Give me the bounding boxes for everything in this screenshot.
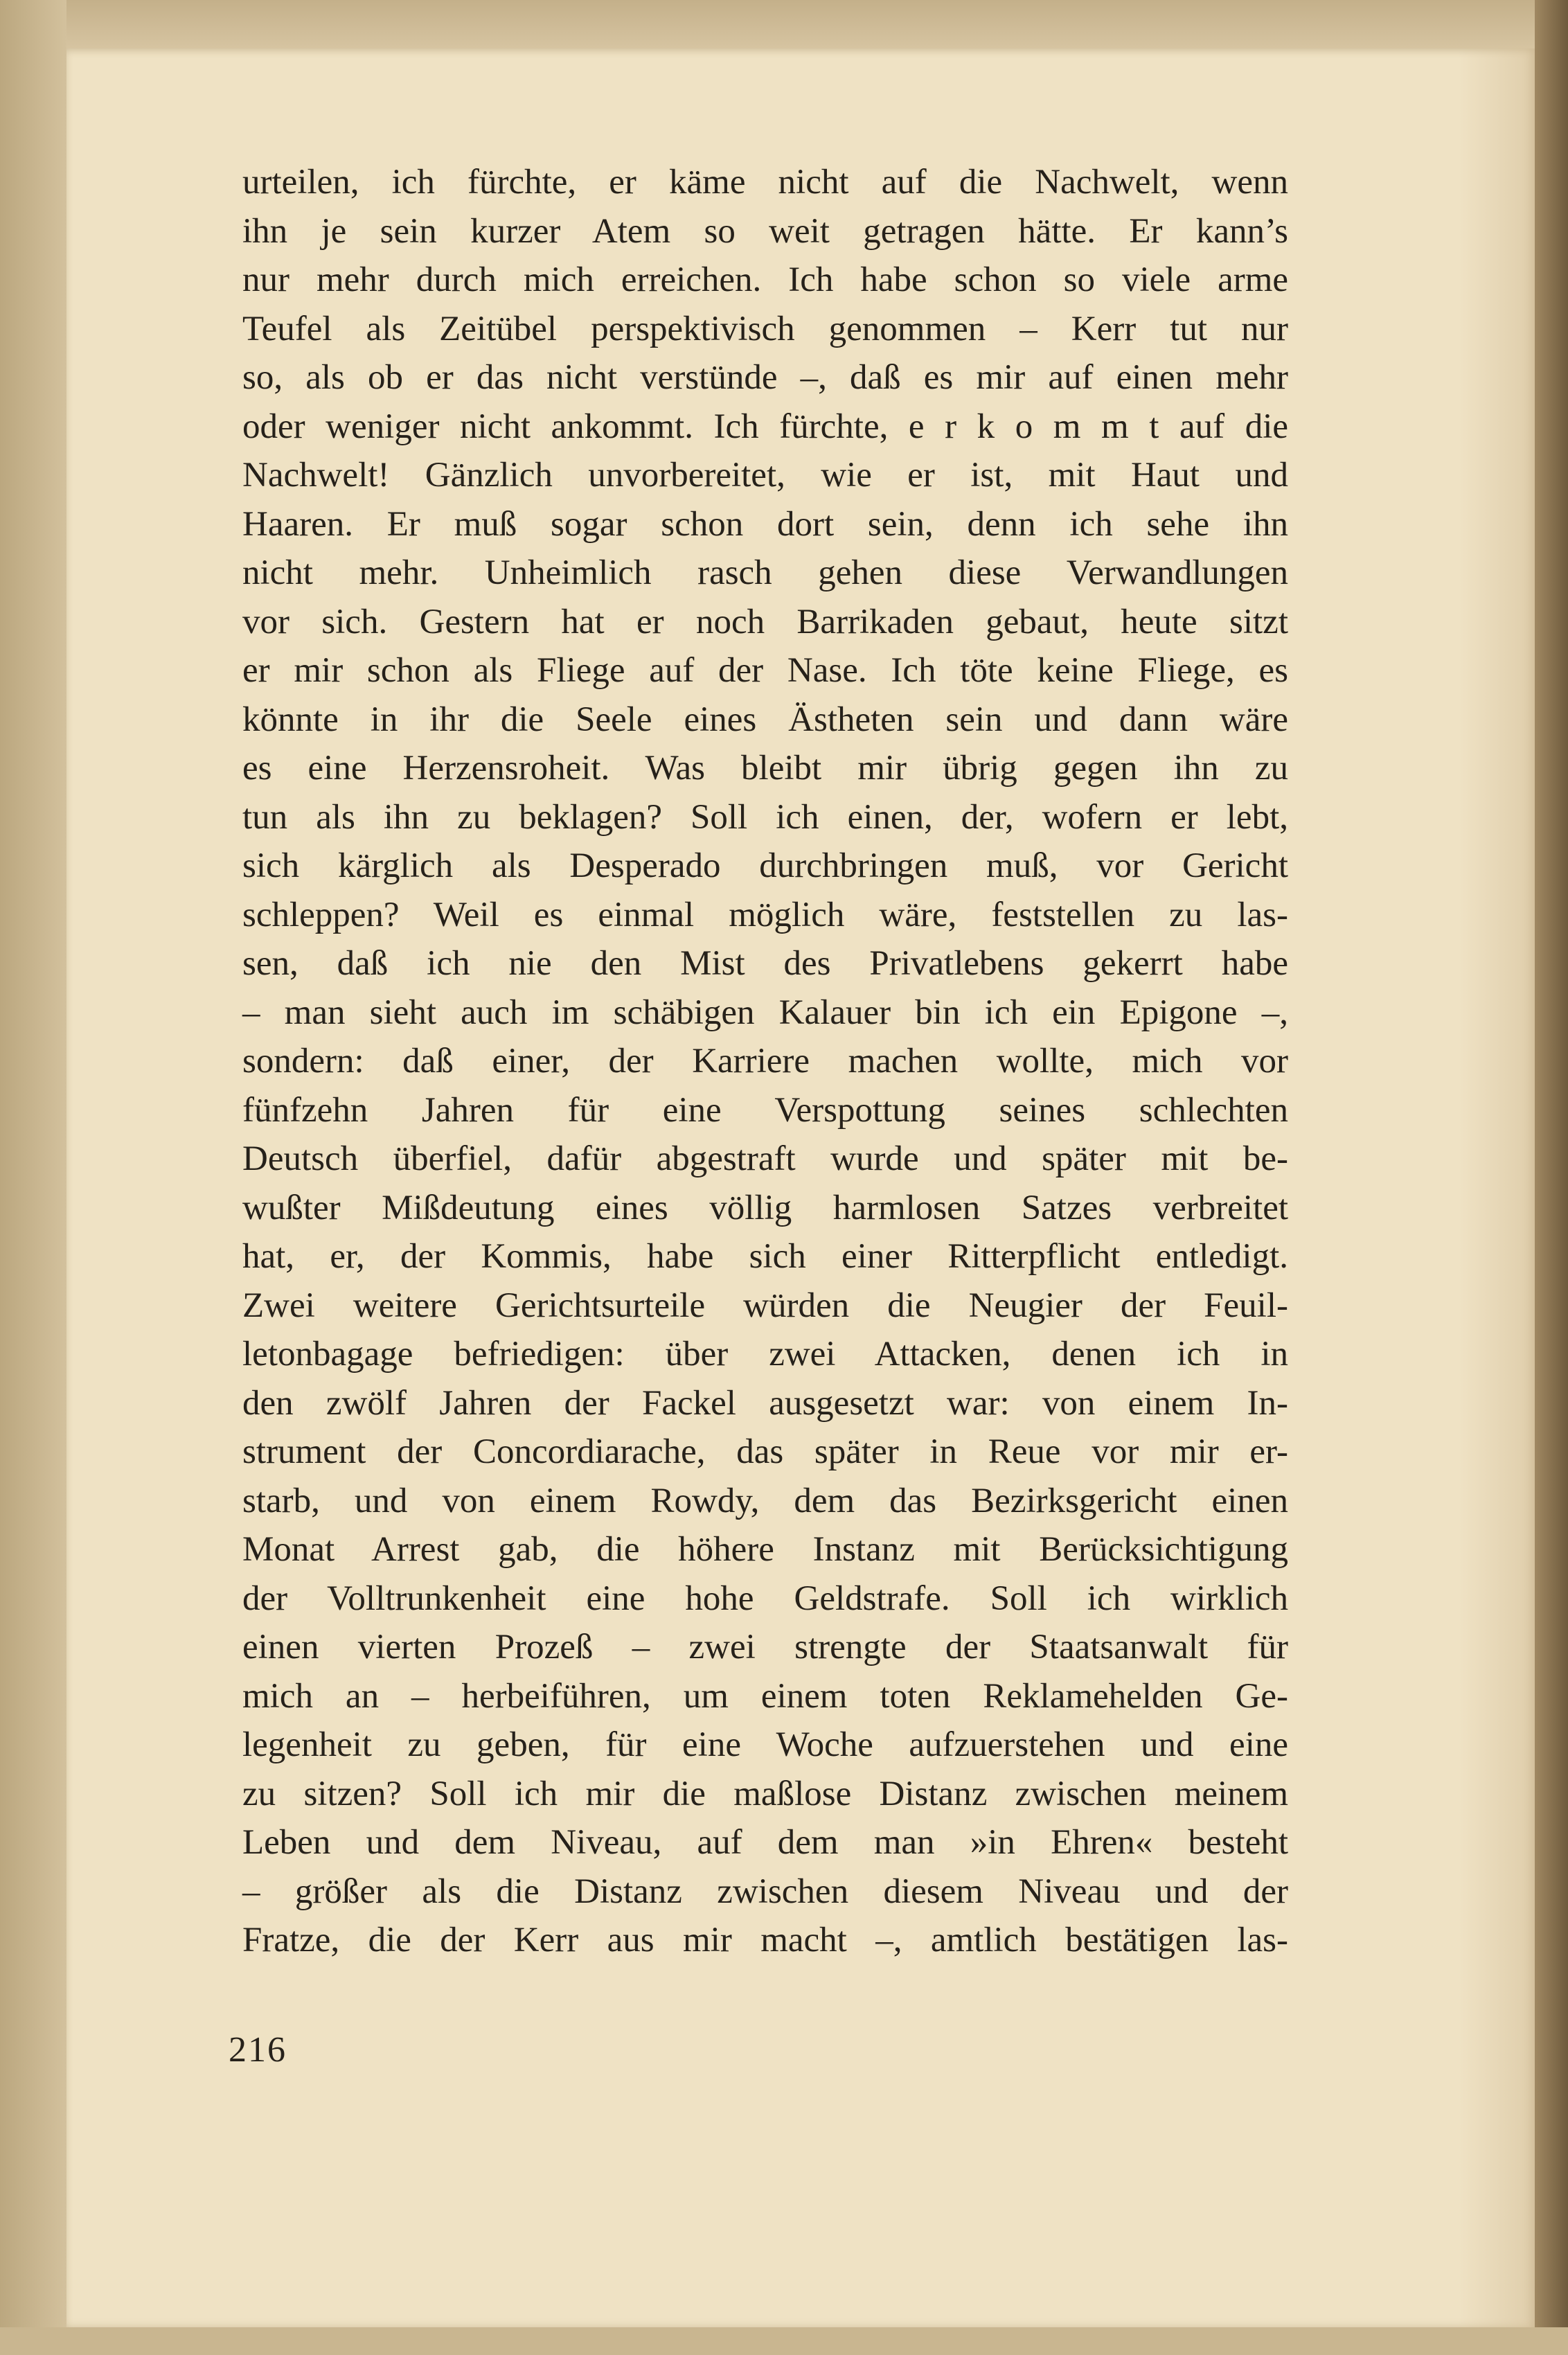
text-line: den zwölf Jahren der Fackel ausgesetzt war: von einem In- bbox=[242, 1383, 1288, 1423]
text-line: so, als ob er das nicht verstünde –, daß es mir auf einen mehr bbox=[242, 358, 1288, 397]
text-line: es eine Herzensroheit. Was bleibt mir übrig gegen ihn zu bbox=[242, 749, 1288, 788]
text-line: wußter Mißdeutung eines völlig harmlosen Satzes verbreitet bbox=[242, 1188, 1288, 1227]
text-line: sondern: daß einer, der Karriere machen wollte, mich vor bbox=[242, 1042, 1288, 1081]
text-line: Deutsch überfiel, dafür abgestraft wurde und später mit be- bbox=[242, 1139, 1288, 1178]
text-line: hat, er, der Kommis, habe sich einer Ritterpflicht entledigt. bbox=[242, 1237, 1288, 1276]
text-line: – man sieht auch im schäbigen Kalauer bin ich ein Epigone –, bbox=[242, 993, 1288, 1032]
text-line: Nachwelt! Gänzlich unvorbereitet, wie er ist, mit Haut und bbox=[242, 456, 1288, 495]
text-line: sich kärglich als Desperado durchbringen muß, vor Gericht bbox=[242, 846, 1288, 885]
text-line: sen, daß ich nie den Mist des Privatlebens gekerrt habe bbox=[242, 944, 1288, 983]
text-line: zu sitzen? Soll ich mir die maßlose Distanz zwischen meinem bbox=[242, 1774, 1288, 1813]
text-line: tun als ihn zu beklagen? Soll ich einen, der, wofern er lebt, bbox=[242, 797, 1288, 837]
scan-left-edge bbox=[0, 0, 66, 2355]
text-line: letonbagage befriedigen: über zwei Attacken, denen ich in bbox=[242, 1335, 1288, 1374]
text-line: Zwei weitere Gerichtsurteile würden die Neugier der Feuil- bbox=[242, 1286, 1288, 1325]
text-line: fünfzehn Jahren für eine Verspottung seines schlechten bbox=[242, 1090, 1288, 1130]
body-text bbox=[242, 158, 1288, 1965]
text-line: oder weniger nicht ankommt. Ich fürchte, e r k o m m t auf die bbox=[242, 407, 1288, 446]
text-line: der Volltrunkenheit eine hohe Geldstrafe. Soll ich wirklich bbox=[242, 1579, 1288, 1618]
text-line: ihn je sein kurzer Atem so weit getragen hätte. Er kann’s bbox=[242, 211, 1288, 251]
page-shadow bbox=[1459, 48, 1535, 2327]
page-number: 216 bbox=[229, 2030, 287, 2070]
text-line: einen vierten Prozeß – zwei strengte der Staatsanwalt für bbox=[242, 1628, 1288, 1667]
text-line: strument der Concordiarache, das später in Reue vor mir er- bbox=[242, 1432, 1288, 1471]
text-line: Teufel als Zeitübel perspektivisch genommen – Kerr tut nur bbox=[242, 309, 1288, 348]
scan-bottom-edge bbox=[0, 2327, 1568, 2355]
text-line: Monat Arrest gab, die höhere Instanz mit Berücksichtigung bbox=[242, 1530, 1288, 1569]
text-line: mich an – herbeiführen, um einem toten Reklamehelden Ge- bbox=[242, 1676, 1288, 1716]
text-line: Leben und dem Niveau, auf dem man »in Ehren« besteht bbox=[242, 1823, 1288, 1862]
text-line: er mir schon als Fliege auf der Nase. Ich töte keine Fliege, es bbox=[242, 651, 1288, 690]
text-line: schleppen? Weil es einmal möglich wäre, feststellen zu las- bbox=[242, 895, 1288, 934]
text-line: Fratze, die der Kerr aus mir macht –, amtlich bestätigen las- bbox=[242, 1921, 1288, 1959]
text-line: nur mehr durch mich erreichen. Ich habe schon so viele arme bbox=[242, 260, 1288, 299]
binding-edge bbox=[1535, 0, 1568, 2355]
text-line: vor sich. Gestern hat er noch Barrikaden gebaut, heute sitzt bbox=[242, 602, 1288, 641]
text-line: könnte in ihr die Seele eines Ästheten sein und dann wäre bbox=[242, 700, 1288, 739]
text-line: nicht mehr. Unheimlich rasch gehen diese Verwandlungen bbox=[242, 553, 1288, 592]
text-line: starb, und von einem Rowdy, dem das Bezirksgericht einen bbox=[242, 1481, 1288, 1520]
scan-top-edge bbox=[0, 0, 1568, 48]
text-line: urteilen, ich fürchte, er käme nicht auf die Nachwelt, wenn bbox=[242, 163, 1288, 202]
text-line: legenheit zu geben, für eine Woche aufzuerstehen und eine bbox=[242, 1725, 1288, 1764]
text-line: – größer als die Distanz zwischen diesem Niveau und der bbox=[242, 1872, 1288, 1911]
text-line: Haaren. Er muß sogar schon dort sein, denn ich sehe ihn bbox=[242, 504, 1288, 544]
